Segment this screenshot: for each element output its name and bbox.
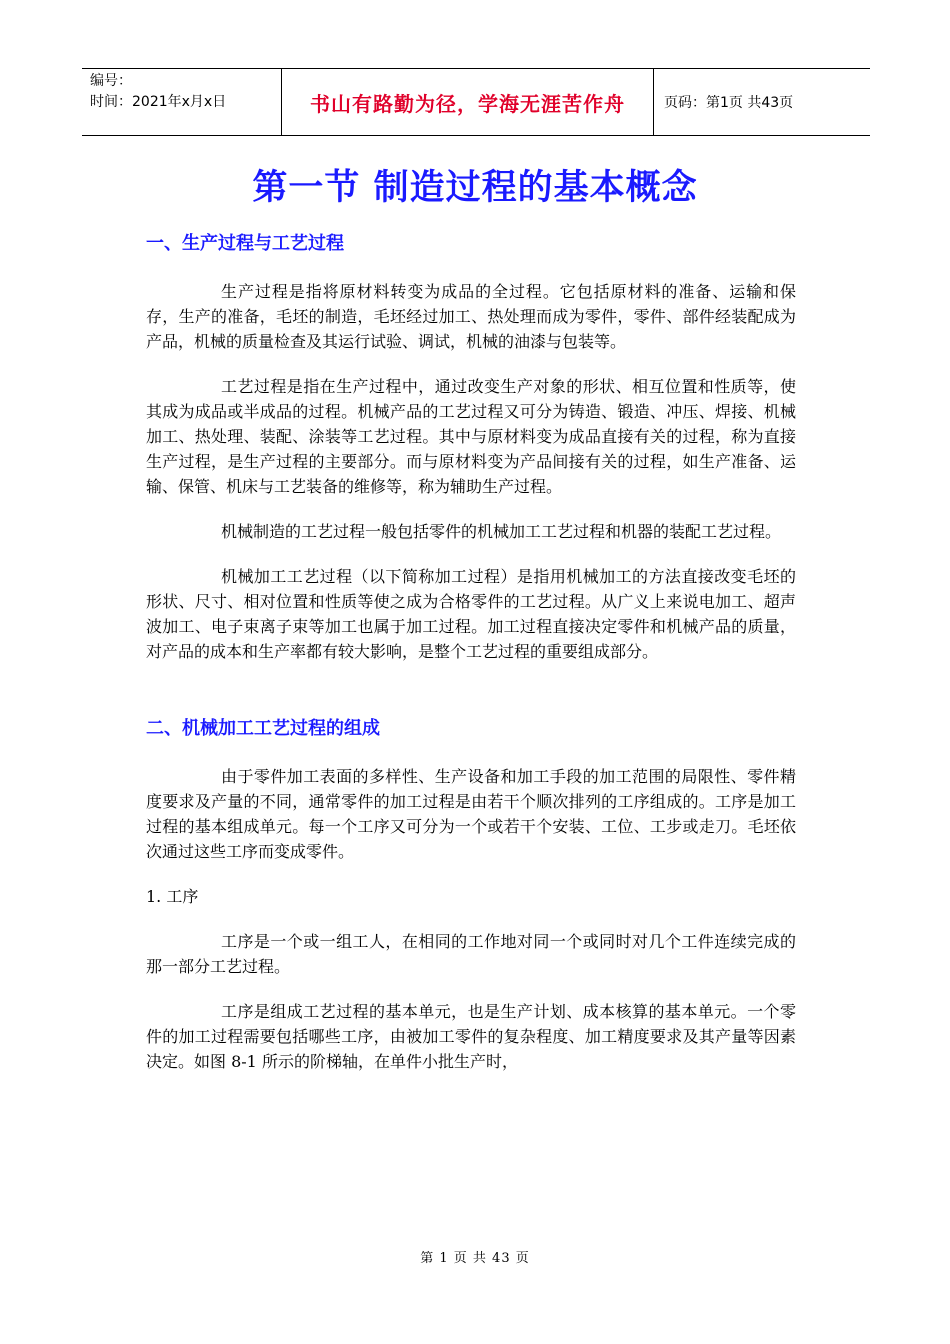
document-body	[146, 229, 796, 1094]
page-title: 第一节 制造过程的基本概念	[252, 168, 698, 208]
page-info: 页码：第1页 共43页	[664, 95, 794, 111]
section-heading-2: 二、机械加工工艺过程的组成	[146, 718, 380, 739]
document-header	[82, 68, 870, 136]
header-meta	[82, 69, 281, 135]
section-spacer	[146, 684, 796, 714]
paragraph: 机械制造的工艺过程一般包括零件的机械加工工艺过程和机器的装配工艺过程。	[221, 522, 782, 541]
header-motto-cell	[281, 69, 654, 135]
paragraph: 生产过程是指将原材料转变为成品的全过程。它包括原材料的准备、运输和保存，生产的准备，毛坯的制造，毛坯经过加工、热处理而成为零件，零件、部件经装配成为产品，机械的质量检查及其运行试验、调试，机械的油漆与包装等。	[146, 282, 796, 351]
motto-text: 书山有路勤为径，学海无涯苦作舟	[310, 91, 625, 116]
section-heading-1: 一、生产过程与工艺过程	[146, 233, 344, 254]
paragraph: 机械加工工艺过程（以下简称加工过程）是指用机械加工的方法直接改变毛坯的形状、尺寸、相对位置和性质等使之成为合格零件的工艺过程。从广义上来说电加工、超声波加工、电子束离子束等加工也属于加工过程。加工过程直接决定零件和机械产品的质量，对产品的成本和生产率都有较大影响，是整个工艺过程的重要组成部分。	[146, 567, 796, 661]
page-footer: 第 1 页 共 43 页	[420, 1251, 530, 1266]
paragraph: 工序是一个或一组工人，在相同的工作地对同一个或同时对几个工件连续完成的那一部分工艺过程。	[146, 932, 796, 976]
paragraph: 工序是组成工艺过程的基本单元，也是生产计划、成本核算的基本单元。一个零件的加工过程需要包括哪些工序，由被加工零件的复杂程度、加工精度要求及其产量等因素决定。如图 8-1 所示的阶梯轴，在单件小批生产时，	[146, 1002, 796, 1071]
code-label: 编号：	[90, 73, 132, 89]
paragraph: 由于零件加工表面的多样性、生产设备和加工手段的加工范围的局限性、零件精度要求及产量的不同，通常零件的加工过程是由若干个顺次排列的工序组成的。工序是加工过程的基本组成单元。每一个工序又可分为一个或若干个安装、工位、工步或走刀。毛坯依次通过这些工序而变成零件。	[146, 767, 796, 861]
sub-heading: 1. 工序	[146, 887, 199, 906]
header-page-cell	[654, 69, 870, 135]
paragraph: 工艺过程是指在生产过程中，通过改变生产对象的形状、相互位置和性质等，使其成为成品或半成品的过程。机械产品的工艺过程又可分为铸造、锻造、冲压、焊接、机械加工、热处理、装配、涂装等工艺过程。其中与原材料变为成品直接有关的过程，称为直接生产过程，是生产过程的主要部分。而与原材料变为产品间接有关的过程，如生产准备、运输、保管、机床与工艺装备的维修等，称为辅助生产过程。	[146, 377, 796, 496]
time-label: 时间：2021年x月x日	[90, 94, 227, 110]
